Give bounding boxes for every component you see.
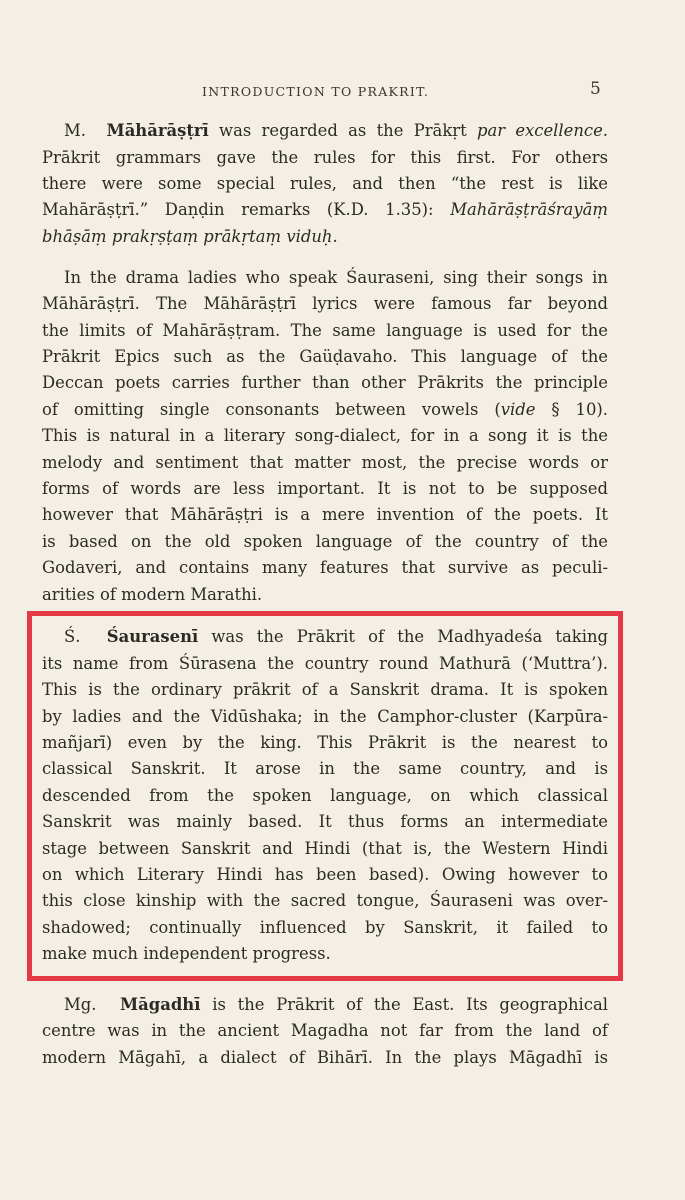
- page-number: 5: [590, 79, 601, 99]
- text-line: In the drama ladies who speak Śauraseni, sing their songs in: [64, 268, 608, 287]
- text-line: This is natural in a literary song-dialect, for in a song it is the: [42, 426, 608, 445]
- text-line: descended from the spoken language, on which classical: [42, 786, 608, 805]
- text-line: Deccan poets carries further than other Prākrits the principle: [42, 373, 608, 392]
- text-line: Godaveri, and contains many features that survive as peculi-: [42, 558, 608, 577]
- text-line: M. Māhārāṣṭrī was regarded as the Prākṛt par excellence.: [64, 121, 608, 140]
- text-line: This is the ordinary prākrit of a Sanskrit drama. It is spoken: [42, 680, 608, 699]
- text-line: this close kinship with the sacred tongue, Śauraseni was over-: [42, 891, 608, 910]
- text-line: stage between Sanskrit and Hindi (that is, the Western Hindi: [42, 839, 608, 858]
- text-line: forms of words are less important. It is not to be supposed: [42, 479, 608, 498]
- text-line: modern Māgahī, a dialect of Bihārī. In the plays Māgadhī is: [42, 1048, 608, 1067]
- text-line: on which Literary Hindi has been based). Owing however to: [42, 865, 608, 884]
- text-line: Prākrit grammars gave the rules for this first. For others: [42, 148, 608, 167]
- text-line: by ladies and the Vidūshaka; in the Camphor-cluster (Karpūra-: [42, 707, 608, 726]
- text-line: Mahārāṣṭrī.” Daṇḍin remarks (K.D. 1.35): Mahārāṣṭrāśrayāṃ: [42, 200, 608, 219]
- text-line: the limits of Mahārāṣṭram. The same language is used for the: [42, 321, 608, 340]
- text-line: there were some special rules, and then “the rest is like: [42, 174, 608, 193]
- text-line: Prākrit Epics such as the Gaüḍavaho. This language of the: [42, 347, 608, 366]
- text-line: bhāṣāṃ prakṛṣṭaṃ prākṛtaṃ viduḥ.: [42, 227, 338, 246]
- text-line: mañjarī) even by the king. This Prākrit is the nearest to: [42, 733, 608, 752]
- text-line: melody and sentiment that matter most, the precise words or: [42, 453, 608, 472]
- text-line: shadowed; continually influenced by Sanskrit, it failed to: [42, 918, 608, 937]
- text-line: Sanskrit was mainly based. It thus forms an intermediate: [42, 812, 608, 831]
- text-line: Mg. Māgadhī is the Prākrit of the East. Its geographical: [64, 995, 608, 1014]
- running-title: INTRODUCTION TO PRAKRIT.: [202, 84, 430, 99]
- text-line: of omitting single consonants between vowels (vide § 10).: [42, 400, 608, 419]
- text-line: centre was in the ancient Magadha not far from the land of: [42, 1021, 608, 1040]
- page-header: [0, 78, 685, 102]
- text-line: Māhārāṣṭrī. The Māhārāṣṭrī lyrics were famous far beyond: [42, 294, 608, 313]
- text-line: is based on the old spoken language of the country of the: [42, 532, 608, 551]
- text-line: make much independent progress.: [42, 944, 331, 963]
- text-line: classical Sanskrit. It arose in the same country, and is: [42, 759, 608, 778]
- text-line: Ś. Śaurasenī was the Prākrit of the Madhyadeśa taking: [64, 627, 609, 646]
- text-line: however that Māhārāṣṭri is a mere invention of the poets. It: [42, 505, 608, 524]
- text-line: its name from Śūrasena the country round Mathurā (‘Muttra’).: [42, 654, 608, 673]
- text-line: arities of modern Marathi.: [42, 585, 263, 604]
